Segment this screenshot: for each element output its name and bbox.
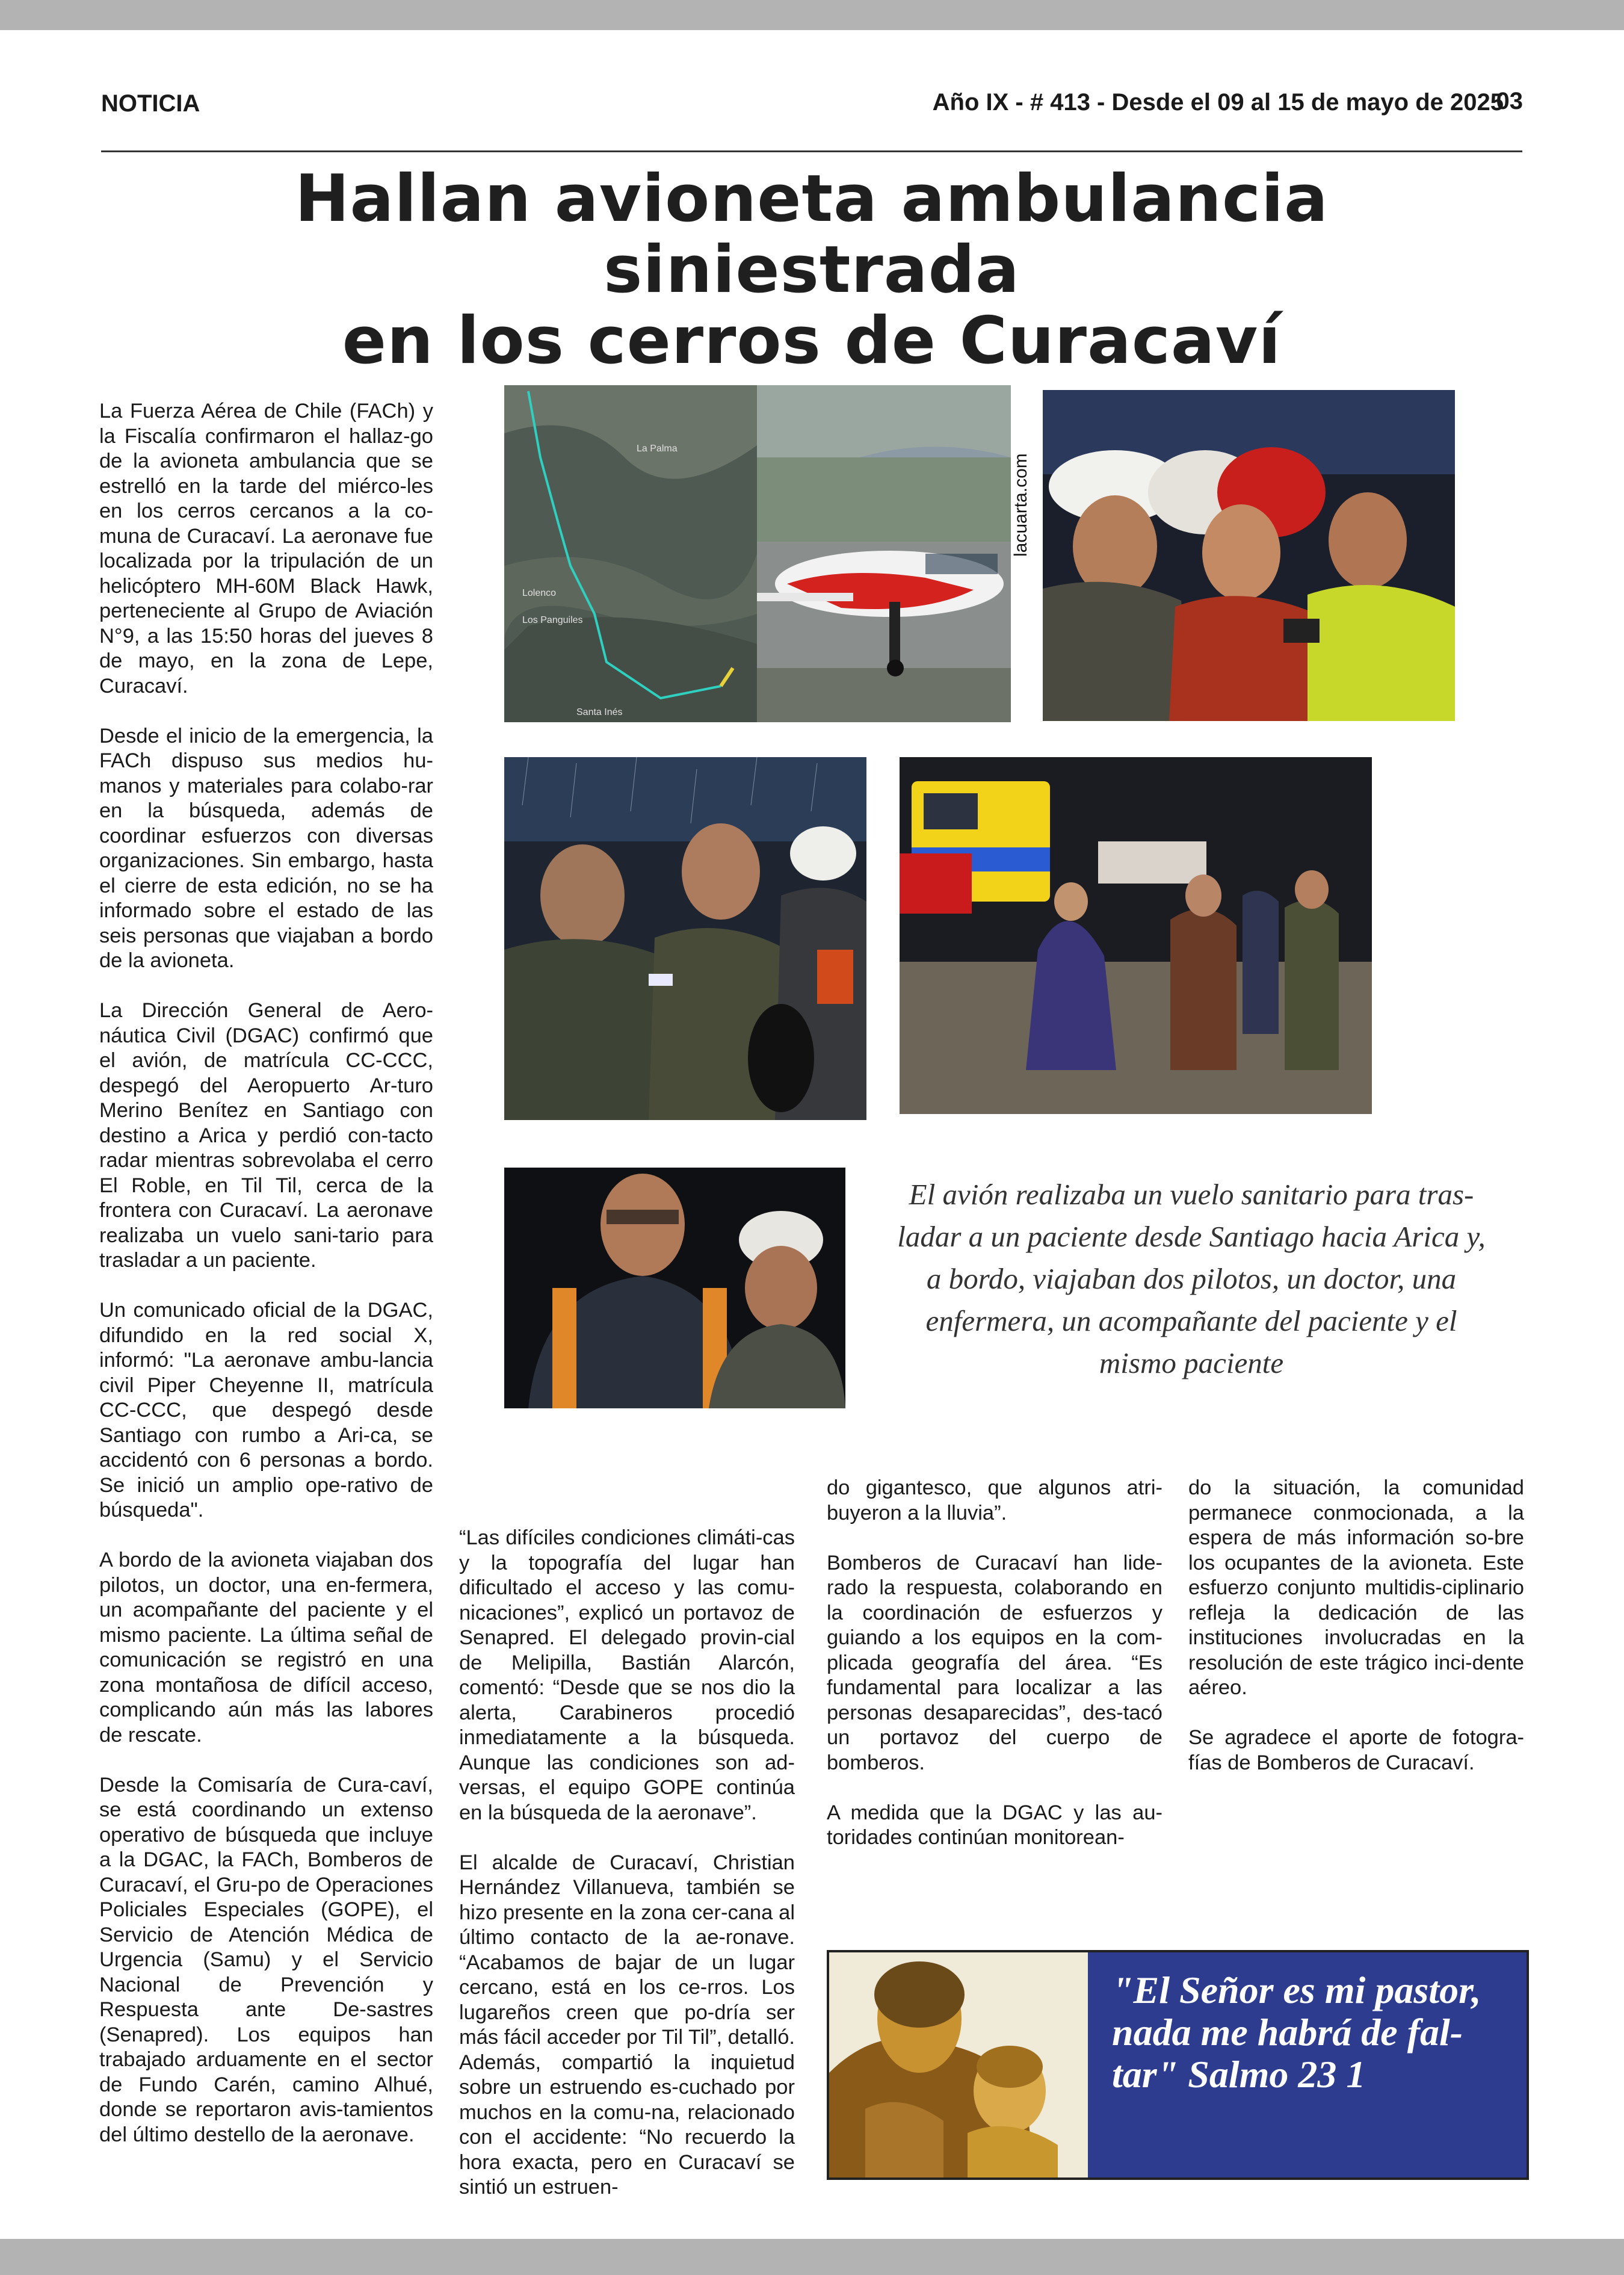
issue-info: Año IX - # 413 - Desde el 09 al 15 de mayo de 2025	[932, 89, 1504, 116]
column-3	[827, 1476, 1162, 1875]
paragraph: do gigantesco, que algunos atri-buyeron a la lluvia”.	[827, 1476, 1162, 1524]
paragraph: do la situación, la comunidad permanece conmocionada, a la espera de más información so-bre los ocupantes de la avioneta. Este esfuerzo conjunto multidis-ciplinario refleja la dedicación de las instituciones involucradas en la resolución de este trágico inci-dente aéreo.	[1188, 1476, 1524, 1699]
saint-joseph-figure	[829, 1952, 1088, 2178]
header-divider	[101, 150, 1522, 152]
column-4	[1188, 1476, 1524, 1801]
photo-credit: lacuarta.com	[1011, 453, 1031, 557]
map-and-plane-image	[504, 385, 1011, 722]
paragraph: Se agradece el aporte de fotogra-fías de Bomberos de Curacaví.	[1188, 1726, 1524, 1774]
rescuers-night-image	[504, 757, 866, 1120]
paragraph: Desde la Comisaría de Cura-caví, se está coordinando un extenso operativo de búsqueda que incluye a la DGAC, la FACh, Bomberos de Curacaví, el Gru-po de Operaciones Policiales Especiales (GOPE), el Servicio de Atención Médica de Urgencia (Samu) y el Servicio Nacional de Prevención y Respuesta ante De-sastres (Senapred). Los equipos han trabajado arduamente en el sector de Fundo Carén, camino Alhué, donde se reportaron avis-tamientos del último destello de la aeronave.	[99, 1773, 433, 2146]
map-label: Santa Inés	[576, 707, 623, 717]
paragraph: A medida que la DGAC y las au-toridades continúan monitorean-	[827, 1801, 1162, 1849]
pull-quote: El avión realizaba un vuelo sanitario para tras-ladar a un paciente desde Santiago hacia Arica y, a bordo, viajaban dos pilotos, un doctor, una enfermera, un acompañante del paciente y el mismo paciente	[897, 1178, 1486, 1379]
paragraph: El alcalde de Curacaví, Christian Hernández Villanueva, también se hizo presente en la zona cer-cana al último contacto de la ae-ronave. “Acabamos de bajar de un lugar cercano, está en los ce-rros. Los lugareños creen que po-dría ser más fácil acceder por Til Til”, detalló. Además, compartió la inquietud sobre un estruendo es-cuchado por muchos en la comu-na, relacionado con el accidente: “No recuerdo la hora exacta, pero en Curacaví se sintió un estruen-	[459, 1851, 795, 2199]
ambulance-scene-photo	[900, 757, 1372, 1114]
headline	[101, 161, 1522, 379]
firefighters-image	[1043, 390, 1455, 721]
officials-photo	[504, 1168, 845, 1408]
paragraph: La Dirección General de Aero-náutica Civil (DGAC) confirmó que el avión, de matrícula CC-CCC, despegó del Aeropuerto Ar-turo Merino Benítez en Santiago con destino a Arica y perdió con-tacto radar mientras sobrevolaba el cerro El Roble, en Til Til, cerca de la frontera con Curacaví. La aeronave realizaba un vuelo sani-tario para trasladar a un paciente.	[99, 999, 433, 1272]
verse-text: "El Señor es mi pastor, nada me habrá de fal-tar" Salmo 23 1	[1112, 1969, 1481, 2096]
verse-box	[827, 1950, 1529, 2180]
map-label: Los Panguiles	[522, 615, 583, 625]
section-label: NOTICIA	[101, 90, 200, 117]
headline-line-2: en los cerros de Curacaví	[342, 303, 1282, 379]
newspaper-page	[0, 30, 1624, 2239]
paragraph: Un comunicado oficial de la DGAC, difundido en la red social X, informó: "La aeronave ambu-lancia civil Piper Cheyenne II, matrícula CC-CCC, que despegó desde Santiago con rumbo a Ari-ca, se accidentó con 6 personas a bordo. Se inició un amplio ope-rativo de búsqueda".	[99, 1299, 433, 1521]
paragraph: La Fuerza Aérea de Chile (FACh) y la Fiscalía confirmaron el hallaz-go de la avioneta ambulancia que se estrelló en la tarde del miérco-les en los cerros cercanos a la co-muna de Curacaví. La aeronave fue localizada por la tripulación de un helicóptero MH-60M Black Hawk, perteneciente al Grupo de Aviación N°9, a las 15:50 horas del jueves 8 de mayo, en la zona de Lepe, Curacaví.	[99, 400, 433, 698]
map-and-plane-photo	[504, 385, 1011, 722]
page-number: 03	[1496, 88, 1523, 114]
paragraph: A bordo de la avioneta viajaban dos pilotos, un doctor, una en-fermera, un acompañante del paciente y el mismo paciente. La última señal de comunicación se registró en una zona montañosa de difícil acceso, complicando aún más las labores de rescate.	[99, 1549, 433, 1747]
ambulance-scene-image	[900, 757, 1372, 1114]
left-column	[99, 399, 433, 2173]
firefighters-photo	[1043, 390, 1455, 721]
saint-joseph-image	[829, 1952, 1088, 2178]
column-2	[459, 1526, 795, 2225]
paragraph: Bomberos de Curacaví han lide-rado la respuesta, colaborando en la coordinación de esfuerzos y guiando a los equipos en la com-plicada geografía del área. “Es fundamental para localizar a las personas desaparecidas”, des-tacó un portavoz del cuerpo de bomberos.	[827, 1551, 1162, 1774]
headline-line-1: Hallan avioneta ambulancia siniestrada	[295, 161, 1329, 308]
rescuers-night-photo	[504, 757, 866, 1120]
map-label: Lolenco	[522, 588, 557, 598]
paragraph: Desde el inicio de la emergencia, la FACh dispuso sus medios hu-manos y materiales para colabo-rar en la búsqueda, además de coordinar esfuerzos con diversas organizaciones. Sin embargo, hasta el cierre de esta edición, no se ha informado sobre el estado de las seis personas que viajaban a bordo de la avioneta.	[99, 724, 433, 972]
officials-image	[504, 1168, 845, 1408]
paragraph: “Las difíciles condiciones climáti-cas y la topografía del lugar han dificultado el acceso y las comu-nicaciones”, explicó un portavoz de Senapred. El delegado provin-cial de Melipilla, Bastián Alarcón, comentó: “Desde que se nos dio la alerta, Carabineros procedió inmediatamente a la búsqueda. Aunque las condiciones son ad-versas, el equipo GOPE continúa en la búsqueda de la aeronave”.	[459, 1526, 795, 1824]
map-label: La Palma	[637, 444, 678, 454]
